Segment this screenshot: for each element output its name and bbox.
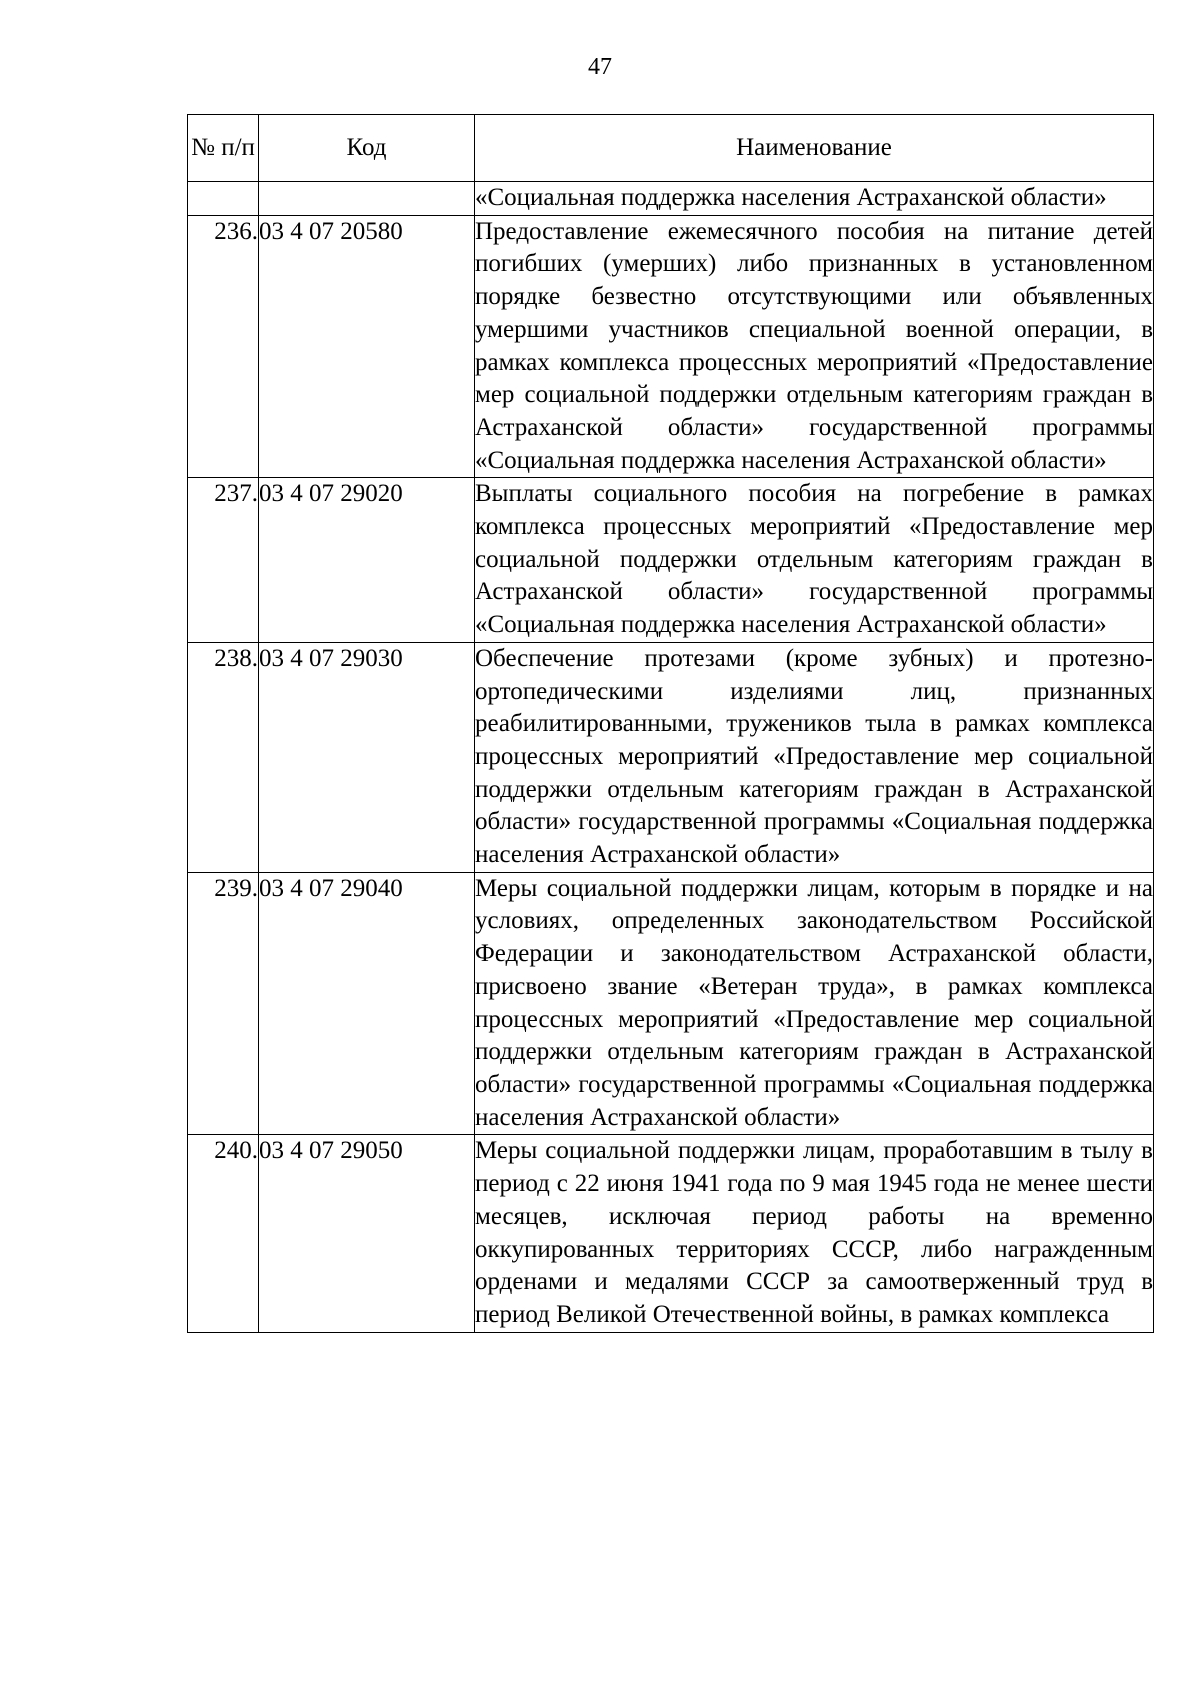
row-number [188,182,259,216]
row-name: Предоставление ежемесячного пособия на питание детей погибших (умерших) либо признанных в установленном порядке безвестно отсутствующими или объявленных умершими участников специальной военной операции, в рамках комплекса процессных мероприятий «Предоставление мер социальной поддержки отдельным категориям граждан в Астраханской области» государственной программы «Социальная поддержка населения Астраханской области» [475,215,1154,478]
table-row [188,642,1154,872]
row-code: 03 4 07 29030 [259,642,475,872]
header-name [475,115,1154,182]
row-number: 237. [188,478,259,643]
row-number: 239. [188,872,259,1135]
table-row [188,1135,1154,1332]
row-name: «Социальная поддержка населения Астраханской области» [475,182,1154,216]
row-name: Выплаты социального пособия на погребение в рамках комплекса процессных мероприятий «Предоставление мер социальной поддержки отдельным категориям граждан в Астраханской области» государственной программы «Социальная поддержка населения Астраханской области» [475,478,1154,643]
row-number: 238. [188,642,259,872]
row-name: Обеспечение протезами (кроме зубных) и протезно-ортопедическими изделиями лиц, признанных реабилитированными, тружеников тыла в рамках комплекса процессных мероприятий «Предоставление мер социальной поддержки отдельным категориям граждан в Астраханской области» государственной программы «Социальная поддержка населения Астраханской области» [475,642,1154,872]
table-row [188,872,1154,1135]
header-num-label: № п/п [191,134,255,161]
row-number: 240. [188,1135,259,1332]
row-name: Меры социальной поддержки лицам, которым в порядке и на условиях, определенных законодательством Российской Федерации и законодательством Астраханской области, присвоено звание «Ветеран труда», в рамках комплекса процессных мероприятий «Предоставление мер социальной поддержки отдельным категориям граждан в Астраханской области» государственной программы «Социальная поддержка населения Астраханской области» [475,872,1154,1135]
header-code [259,115,475,182]
row-code: 03 4 07 29050 [259,1135,475,1332]
header-name-label: Наименование [736,134,892,161]
table-header-row [188,115,1154,182]
page-number: 47 [588,54,612,80]
row-number: 236. [188,215,259,478]
table-row [188,478,1154,643]
row-code: 03 4 07 29020 [259,478,475,643]
row-name: Меры социальной поддержки лицам, проработавшим в тылу в период с 22 июня 1941 года по 9 мая 1945 года не менее шести месяцев, исключая период работы на временно оккупированных территориях СССР, либо награжденным орденами и медалями СССР за самоотверженный труд в период Великой Отечественной войны, в рамках комплекса [475,1135,1154,1332]
row-code: 03 4 07 20580 [259,215,475,478]
table-row [188,215,1154,478]
header-code-label: Код [346,134,387,161]
table-row [188,182,1154,216]
row-code: 03 4 07 29040 [259,872,475,1135]
header-num [188,115,259,182]
budget-code-table [187,114,1154,1333]
row-code [259,182,475,216]
